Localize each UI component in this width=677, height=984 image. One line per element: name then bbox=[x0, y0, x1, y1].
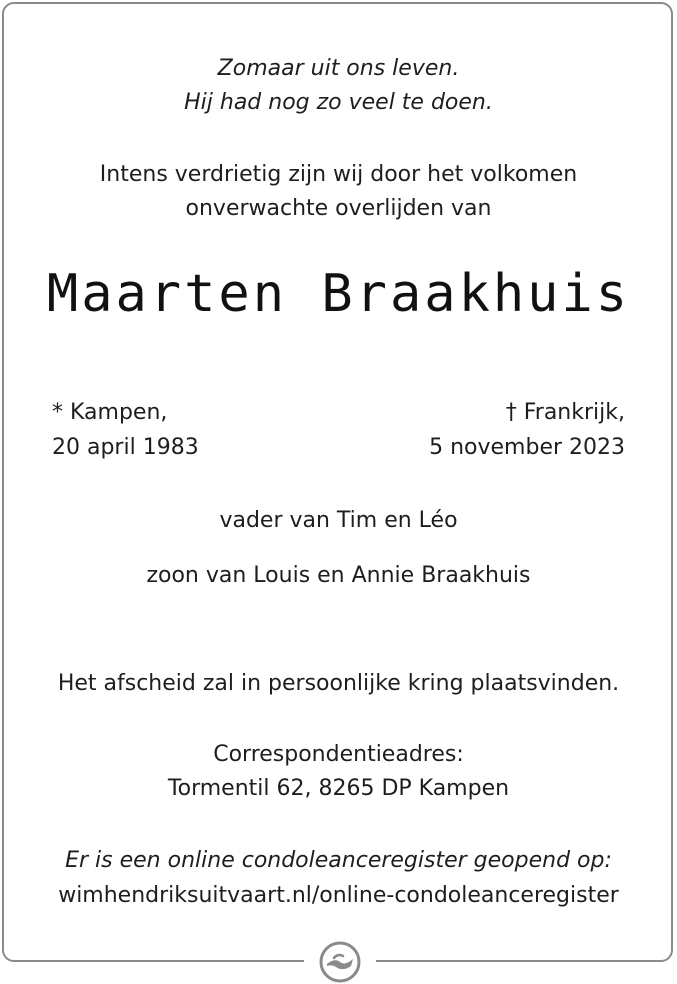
correspondence-label: Correspondentieadres: bbox=[213, 742, 464, 767]
farewell-text: Het afscheid zal in persoonlijke kring plaatsvinden. bbox=[57, 671, 620, 696]
announcement-line-2: onverwachte overlijden van bbox=[185, 196, 492, 221]
son-of: zoon van Louis en Annie Braakhuis bbox=[146, 563, 531, 588]
death-date: 5 november 2023 bbox=[429, 435, 625, 460]
correspondence-address: Tormentil 62, 8265 DP Kampen bbox=[167, 776, 510, 801]
birth-date: 20 april 1983 bbox=[52, 435, 199, 460]
deceased-name: Maarten Braakhuis bbox=[46, 264, 631, 324]
intro-line-2: Hij had nog zo veel te doen. bbox=[184, 90, 493, 115]
father-of: vader van Tim en Léo bbox=[219, 508, 458, 533]
card-border bbox=[2, 2, 673, 962]
announcement-line-1: Intens verdrietig zijn wij door het volkomen bbox=[99, 162, 578, 187]
death-place: † Frankrijk, bbox=[505, 400, 625, 425]
condolence-text: Er is een online condoleanceregister geopend op: bbox=[65, 848, 612, 873]
condolence-url: wimhendriksuitvaart.nl/online-condoleanceregister bbox=[58, 883, 619, 908]
birth-place: * Kampen, bbox=[52, 400, 168, 425]
funeral-home-logo-icon bbox=[318, 940, 362, 984]
intro-line-1: Zomaar uit ons leven. bbox=[217, 56, 460, 81]
